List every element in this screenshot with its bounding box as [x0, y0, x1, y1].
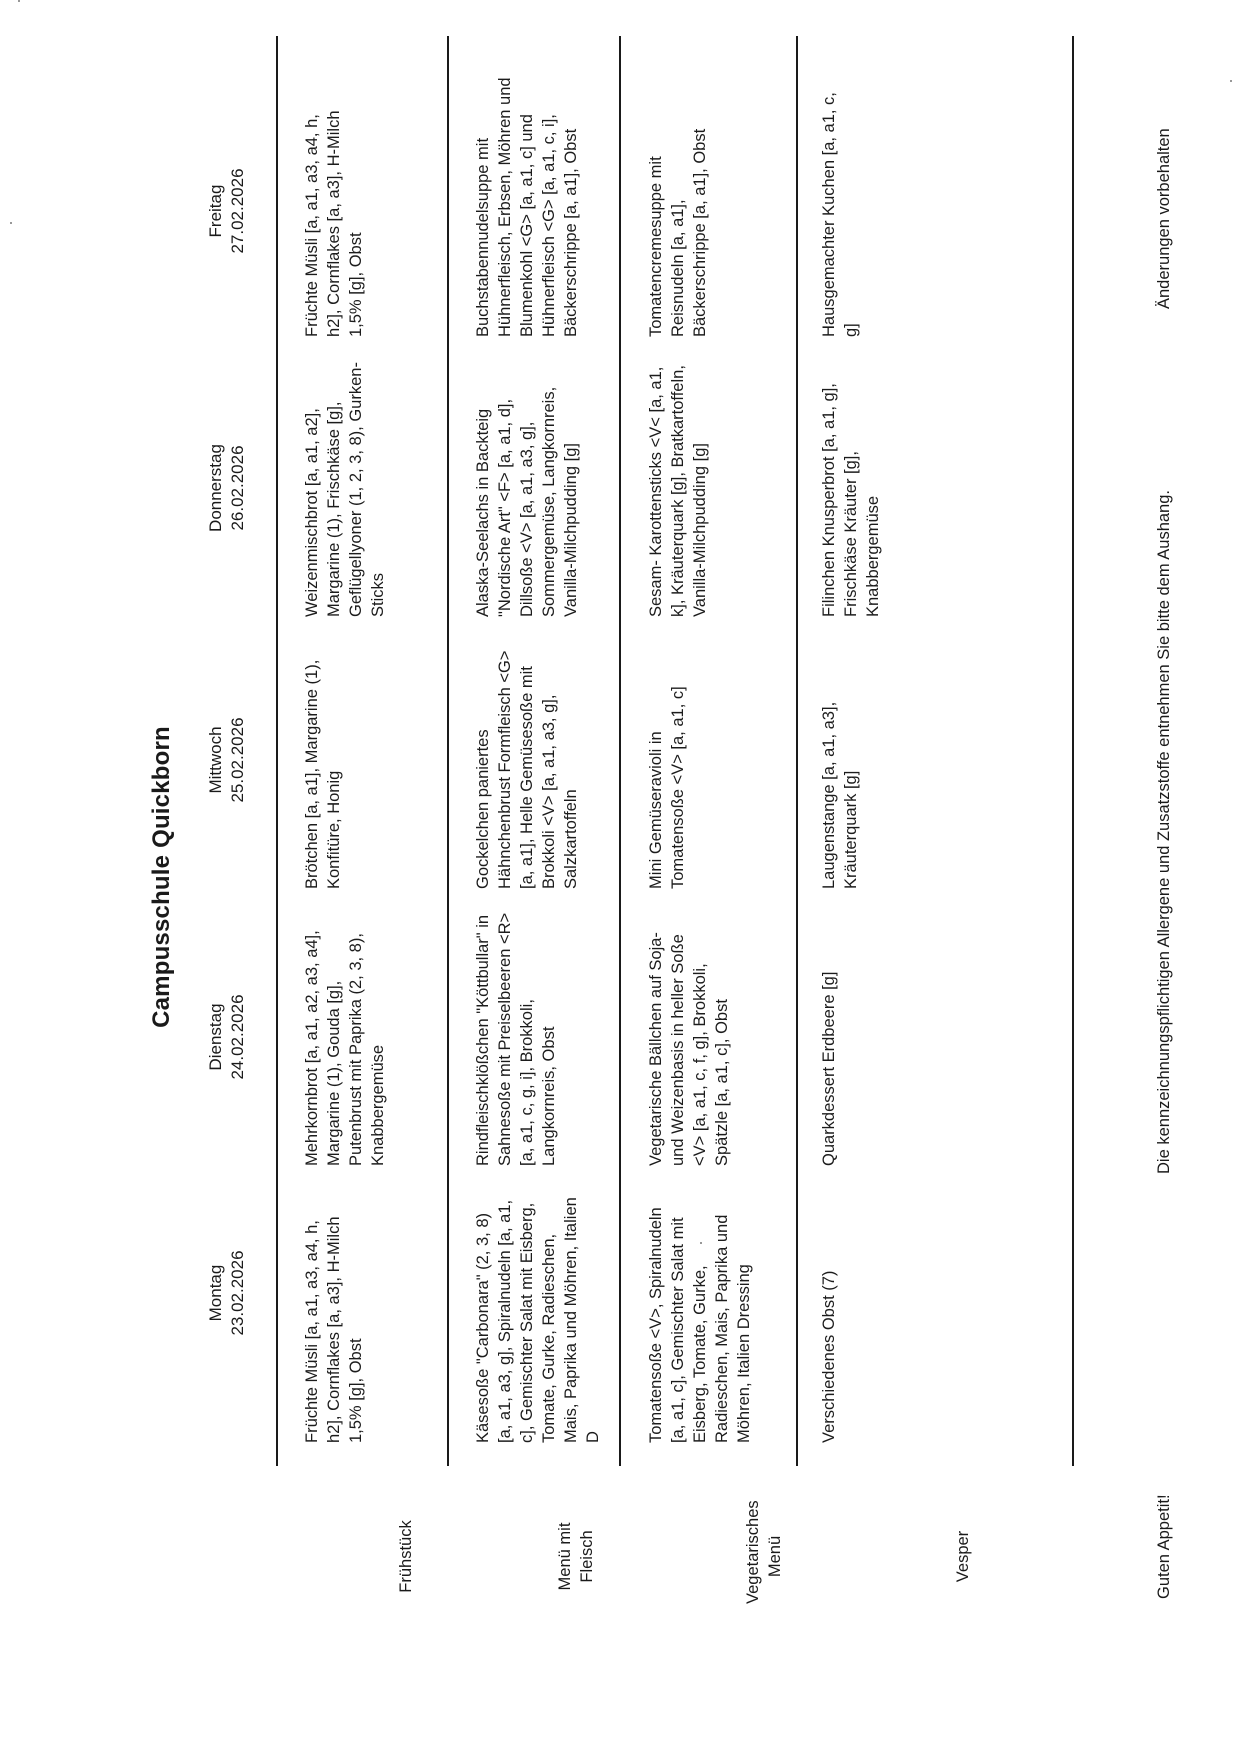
footer-changes-note: Änderungen vorbehalten [1155, 128, 1173, 309]
cell-meat-thursday: Alaska-Seelachs in Backteig "Nordische Art" <F> [a, a1, d], Dillsoße <V> [a, a1, a3, g], Sommergemüse, Langkornreis, Vanilla-Milchpudding [g] [474, 386, 580, 617]
page-title: Campusschule Quickborn [148, 726, 175, 1028]
day-header-thursday [205, 338, 249, 638]
day-date: 23.02.2026 [228, 1250, 247, 1336]
cell-veg-wednesday: Mini Gemüseravioli in Tomatensoße <V> [a, a1, c] [647, 686, 687, 889]
cell-breakfast-tuesday: Mehrkornbrot [a, a1, a2, a3, a4], Margarine (1), Gouda [g], Putenbrust mit Paprika (2, 3, 8), Knabbergemüse [303, 930, 387, 1166]
row-label-breakfast: Frühstück [397, 1520, 415, 1593]
row-label-meat-menu: Menü mit Fleisch [556, 1522, 596, 1591]
cell-breakfast-wednesday: Brötchen [a, a1], Margarine (1), Konfitüre, Honig [303, 659, 343, 889]
footer-greeting: Guten Appetit! [1155, 1494, 1173, 1599]
cell-veg-friday: Tomatencremesuppe mit Reisnudeln [a, a1], Bäckerschrippe [a, a1], Obst [647, 128, 709, 337]
cell-meat-friday: Buchstabennudelsuppe mit Hühnerfleisch, Erbsen, Möhren und Blumenkohl <G> [a, a1, c] und Hühnerfleisch <G> [a, a1, c, i], Bäckerschrippe [a, a1], Obst [474, 77, 580, 337]
day-name: Freitag [206, 184, 225, 238]
scan-speck [1230, 80, 1232, 82]
day-header-wednesday [205, 610, 249, 910]
footer-allergen-note: Die kennzeichnungspflichtigen Allergene und Zusatzstoffe entnehmen Sie bitte dem Aushang. [1155, 490, 1173, 1174]
rule-after-breakfast [447, 36, 449, 1466]
day-name: Montag [206, 1264, 225, 1322]
rule-after-veg-menu [796, 36, 798, 1466]
cell-veg-tuesday: Vegetarische Bällchen auf Soja- und Weizenbasis in heller Soße <V> [a, a1, c, f, g], Brokkoli, Spätzle [a, a1, c], Obst [647, 932, 731, 1166]
cell-vesper-wednesday: Laugenstange [a, a1, a3], Kräuterquark [g] [820, 701, 860, 889]
day-date: 27.02.2026 [228, 168, 247, 254]
rule-bottom [1072, 36, 1074, 1466]
cell-veg-thursday: Sesam- Karottensticks <V< [a, a1, k], Kräuterquark [g], Bratkartoffeln, Vanilla-Milchpudding [g] [647, 365, 709, 617]
cell-veg-monday: Tomatensoße <V>, Spiralnudeln [a, a1, c], Gemischter Salat mit Eisberg, Tomate, Gurke, Radieschen, Mais, Paprika und Möhren, Italien Dressing [647, 1207, 753, 1443]
day-header-monday [205, 1143, 249, 1443]
day-name: Mittwoch [206, 726, 225, 794]
cell-vesper-monday: Verschiedenes Obst (7) [820, 1270, 838, 1443]
row-label-vesper: Vesper [954, 1530, 972, 1583]
cell-breakfast-thursday: Weizenmischbrot [a, a1, a2], Margarine (1), Frischkäse [g], Geflügellyoner (1, 2, 3, 8), Gurken-Sticks [303, 362, 387, 617]
day-date: 26.02.2026 [228, 445, 247, 531]
cell-meat-tuesday: Rindfleischklößchen "Köttbullar" in Sahnesoße mit Preiselbeeren <R> [a, a1, c, g, i], Brokkoli, Langkornreis, Obst [474, 912, 558, 1166]
rule-top [276, 36, 278, 1466]
scan-speck [10, 222, 12, 224]
cell-breakfast-friday: Früchte Müsli [a, a1, a3, a4, h, h2], Cornflakes [a, a3], H-Milch 1,5% [g], Obst [303, 110, 365, 337]
day-date: 24.02.2026 [228, 994, 247, 1080]
scan-speck [700, 1242, 702, 1244]
day-header-friday [205, 61, 249, 361]
day-name: Dienstag [206, 1003, 225, 1071]
cell-meat-wednesday: Gockelchen paniertes Hähnchenbrust Formfleisch <G> [a, a1], Helle Gemüsesoße mit Brokkoli <V> [a, a1, a3, g], Salzkartoffeln [474, 650, 580, 889]
day-name: Donnerstag [206, 444, 225, 532]
day-date: 25.02.2026 [228, 717, 247, 803]
cell-meat-monday: Käsesoße "Carbonara" (2, 3, 8) [a, a1, a3, g], Spiralnudeln [a, a1, c], Gemischter Salat mit Eisberg, Tomate, Gurke, Radieschen, Mais, Paprika und Möhren, Italien D [474, 1197, 602, 1443]
cell-breakfast-monday: Früchte Müsli [a, a1, a3, a4, h, h2], Cornflakes [a, a3], H-Milch 1,5% [g], Obst [303, 1216, 365, 1443]
cell-vesper-friday: Hausgemachter Kuchen [a, a1, c, g] [820, 92, 860, 337]
row-label-vegetarian-menu: Vegetarisches Menü [744, 1500, 784, 1604]
day-header-tuesday [205, 887, 249, 1187]
cell-vesper-thursday: Filinchen Knusperbrot [a, a1, g], Frischkäse Kräuter [g], Knabbergemüse [820, 383, 882, 617]
cell-vesper-tuesday: Quarkdessert Erdbeere [g] [820, 971, 838, 1166]
rule-after-meat-menu [619, 36, 621, 1466]
scan-speck [18, 0, 20, 2]
